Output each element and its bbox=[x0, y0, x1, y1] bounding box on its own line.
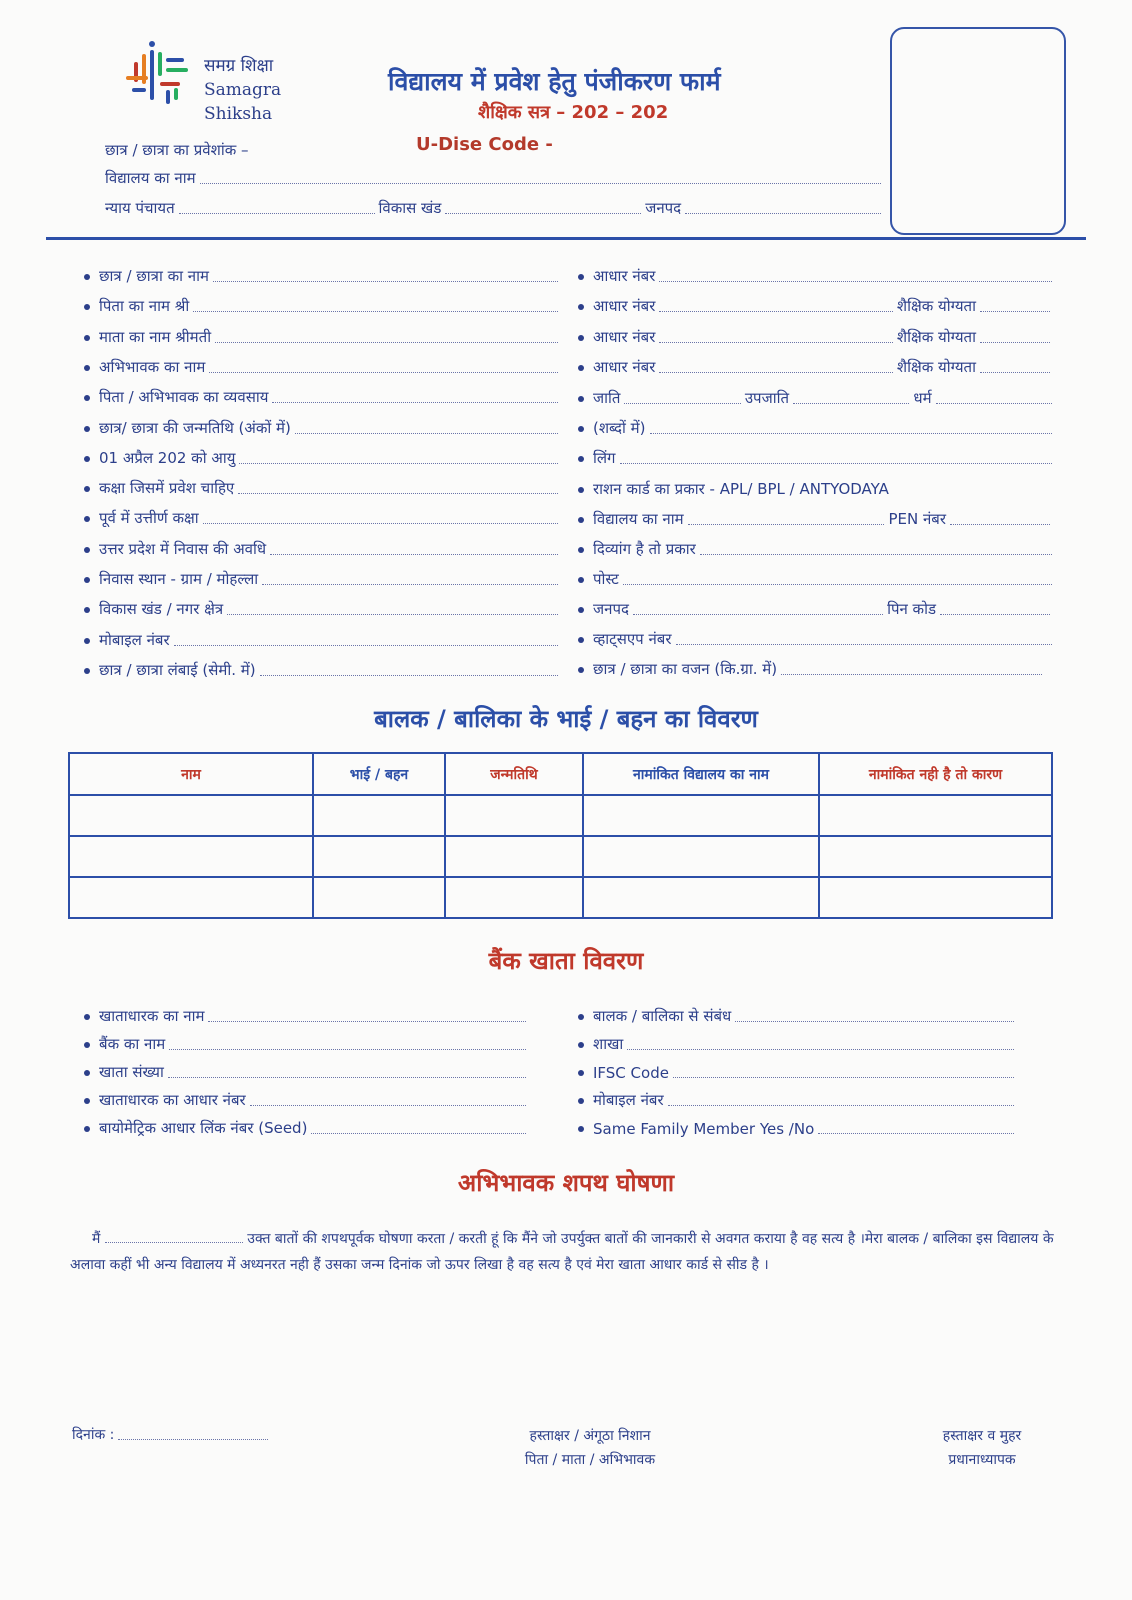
guardian-qualification-label: शैक्षिक योग्यता bbox=[896, 358, 976, 376]
pincode-label: पिन कोड bbox=[887, 600, 936, 618]
gender-label: लिंग bbox=[593, 449, 616, 467]
student-detail-label-3: अभिभावक का नाम bbox=[99, 357, 206, 376]
student-detail-field-5[interactable] bbox=[84, 418, 562, 438]
admission-number-label: छात्र / छात्रा का प्रवेशांक – bbox=[105, 141, 249, 159]
bank-left-label-0: खाताधारक का नाम bbox=[99, 1007, 205, 1025]
religion-label: धर्म bbox=[913, 389, 932, 407]
sibling-table bbox=[68, 752, 1053, 919]
gender-field[interactable] bbox=[578, 448, 1056, 468]
table-cell[interactable] bbox=[819, 836, 1052, 877]
col-name: नाम bbox=[69, 753, 313, 795]
bank-right-label-1: शाखा bbox=[593, 1035, 624, 1053]
table-cell[interactable] bbox=[313, 877, 445, 918]
student-detail-field-4[interactable] bbox=[84, 387, 562, 407]
bullet-icon bbox=[84, 668, 90, 674]
mother-qualification-label: शैक्षिक योग्यता bbox=[896, 328, 976, 346]
samagra-shiksha-logo-icon bbox=[120, 40, 190, 106]
disability-label: दिव्यांग है तो प्रकार bbox=[593, 540, 696, 558]
bullet-icon bbox=[84, 304, 90, 310]
disability-field[interactable] bbox=[578, 539, 1056, 559]
whatsapp-label: व्हाट्सएप नंबर bbox=[593, 630, 672, 648]
vikas-khand-label: विकास खंड bbox=[378, 199, 442, 217]
pen-label: PEN नंबर bbox=[888, 510, 946, 528]
panchayat-block-district-field[interactable] bbox=[105, 198, 885, 218]
bullet-icon bbox=[578, 1042, 584, 1048]
student-detail-label-9: उत्तर प्रदेश में निवास की अवधि bbox=[99, 539, 267, 558]
ration-card-label: राशन कार्ड का प्रकार - APL/ BPL / ANTYODAYA bbox=[593, 480, 889, 498]
logo-hindi: समग्र शिक्षा bbox=[204, 56, 274, 76]
parent-signature bbox=[480, 1424, 700, 1472]
bank-left-field-1[interactable] bbox=[84, 1034, 530, 1054]
bank-left-label-1: बैंक का नाम bbox=[99, 1035, 166, 1053]
student-detail-field-2[interactable] bbox=[84, 327, 562, 347]
bank-right-label-2: IFSC Code bbox=[593, 1064, 669, 1082]
student-detail-label-6: 01 अप्रैल 202 को आयु bbox=[99, 448, 236, 467]
bank-left-field-4[interactable] bbox=[84, 1118, 530, 1138]
declaration-text bbox=[70, 1226, 1060, 1278]
guardian-aadhar-field[interactable] bbox=[578, 357, 1056, 377]
ration-card-field[interactable] bbox=[578, 479, 1056, 499]
caste-religion-field[interactable] bbox=[578, 388, 1056, 408]
dob-words-field[interactable] bbox=[578, 418, 1056, 438]
sibling-section-title: बालक / बालिका के भाई / बहन का विवरण bbox=[374, 705, 758, 733]
post-label: पोस्ट bbox=[593, 570, 619, 588]
table-cell[interactable] bbox=[445, 836, 583, 877]
bullet-icon bbox=[84, 607, 90, 613]
photo-box bbox=[890, 27, 1066, 235]
district-label: जनपद bbox=[593, 600, 629, 618]
bullet-icon bbox=[84, 577, 90, 583]
table-row bbox=[69, 836, 1052, 877]
mother-aadhar-label: आधार नंबर bbox=[593, 328, 656, 346]
table-cell[interactable] bbox=[583, 795, 819, 836]
bank-right-label-4: Same Family Member Yes /No bbox=[593, 1120, 815, 1138]
col-enrolled-school: नामांकित विद्यालय का नाम bbox=[583, 753, 819, 795]
student-detail-field-10[interactable] bbox=[84, 569, 562, 589]
table-cell[interactable] bbox=[69, 877, 313, 918]
student-detail-label-7: कक्षा जिसमें प्रवेश चाहिए bbox=[99, 479, 235, 498]
bullet-icon bbox=[84, 1014, 90, 1020]
student-detail-label-13: छात्र / छात्रा लंबाई (सेमी. में) bbox=[99, 660, 256, 679]
mother-aadhar-field[interactable] bbox=[578, 327, 1056, 347]
student-detail-label-1: पिता का नाम श्री bbox=[99, 297, 190, 316]
student-detail-label-11: विकास खंड / नगर क्षेत्र bbox=[99, 600, 224, 619]
bank-right-field-3[interactable] bbox=[578, 1090, 1018, 1110]
student-detail-label-0: छात्र / छात्रा का नाम bbox=[99, 267, 209, 285]
student-detail-field-8[interactable] bbox=[84, 508, 562, 528]
declaration-title: अभिभावक शपथ घोषणा bbox=[457, 1169, 675, 1197]
bullet-icon bbox=[578, 1014, 584, 1020]
principal-signature bbox=[912, 1424, 1052, 1472]
udise-code-label: U-Dise Code - bbox=[416, 134, 553, 155]
bank-section-title: बैंक खाता विवरण bbox=[488, 947, 644, 975]
nyay-panchayat-label: न्याय पंचायत bbox=[105, 199, 175, 217]
declaration-body: उक्त बातों की शपथपूर्वक घोषणा करता / करती हूं कि मैंने जो उपर्युक्त बातों की जानकारी से अवगत कराया है वह सत्य है ।मेरा बालक / बालिका इस विद्यालय के अलावा कहीं भी अन्य विद्यालय में अध्यनरत नही हैं उसका जन्म दिनांक जो ऊपर लिखा है वह सत्य है एवं मेरा खाता आधार कार्ड से सीड है । bbox=[70, 1231, 1054, 1273]
table-cell[interactable] bbox=[445, 877, 583, 918]
table-cell[interactable] bbox=[445, 795, 583, 836]
parent-signature-label: हस्ताक्षर / अंगूठा निशान bbox=[529, 1428, 651, 1444]
post-field[interactable] bbox=[578, 569, 1056, 589]
student-detail-label-2: माता का नाम श्रीमती bbox=[99, 327, 212, 346]
principal-title-label: प्रधानाध्यापक bbox=[948, 1452, 1016, 1468]
table-cell[interactable] bbox=[819, 877, 1052, 918]
bank-right-field-0[interactable] bbox=[578, 1006, 1018, 1026]
bank-left-label-4: बायोमेट्रिक आधार लिंक नंबर (Seed) bbox=[99, 1119, 308, 1137]
bullet-icon bbox=[84, 426, 90, 432]
student-detail-field-0[interactable] bbox=[84, 266, 562, 286]
admission-number-field[interactable] bbox=[105, 140, 405, 160]
student-detail-label-12: मोबाइल नंबर bbox=[99, 630, 170, 649]
date-field[interactable] bbox=[72, 1424, 272, 1444]
district-pincode-field[interactable] bbox=[578, 599, 1056, 619]
table-cell[interactable] bbox=[583, 877, 819, 918]
table-row bbox=[69, 795, 1052, 836]
student-aadhar-label: आधार नंबर bbox=[593, 267, 656, 285]
table-cell[interactable] bbox=[583, 836, 819, 877]
bank-right-field-1[interactable] bbox=[578, 1034, 1018, 1054]
janpad-header-label: जनपद bbox=[645, 199, 682, 217]
guardian-aadhar-label: आधार नंबर bbox=[593, 358, 656, 376]
form-title: विद्यालय में प्रवेश हेतु पंजीकरण फार्म bbox=[388, 67, 721, 96]
table-cell[interactable] bbox=[69, 836, 313, 877]
bullet-icon bbox=[84, 395, 90, 401]
subcaste-label: उपजाति bbox=[744, 389, 790, 407]
bank-left-field-0[interactable] bbox=[84, 1006, 530, 1026]
logo-english: Samagra Shiksha bbox=[204, 80, 282, 124]
prev-school-pen-field[interactable] bbox=[578, 509, 1056, 529]
date-label: दिनांक : bbox=[72, 1427, 115, 1443]
bullet-icon bbox=[84, 1070, 90, 1076]
dob-words-label: (शब्दों में) bbox=[593, 419, 646, 437]
principal-signature-label: हस्ताक्षर व मुहर bbox=[942, 1428, 1022, 1444]
header-divider bbox=[46, 237, 1086, 240]
bank-left-label-2: खाता संख्या bbox=[99, 1063, 164, 1081]
col-relation: भाई / बहन bbox=[313, 753, 445, 795]
bank-right-field-4[interactable] bbox=[578, 1118, 1018, 1138]
declaration-main: मैं bbox=[92, 1231, 101, 1247]
bullet-icon bbox=[578, 1098, 584, 1104]
table-cell[interactable] bbox=[69, 795, 313, 836]
caste-label: जाति bbox=[593, 389, 621, 407]
session-year: शैक्षिक सत्र – 202 – 202 bbox=[478, 102, 669, 123]
bullet-icon bbox=[84, 335, 90, 341]
school-name-header-label: विद्यालय का नाम bbox=[105, 169, 196, 187]
bank-right-label-0: बालक / बालिका से संबंध bbox=[593, 1007, 732, 1025]
bullet-icon bbox=[84, 1098, 90, 1104]
bank-right-field-2[interactable] bbox=[578, 1062, 1018, 1082]
bullet-icon bbox=[84, 638, 90, 644]
bullet-icon bbox=[84, 547, 90, 553]
bank-left-label-3: खाताधारक का आधार नंबर bbox=[99, 1091, 246, 1109]
student-detail-label-5: छात्र/ छात्रा की जन्मतिथि (अंकों में) bbox=[99, 418, 291, 437]
table-cell[interactable] bbox=[313, 836, 445, 877]
father-qualification-label: शैक्षिक योग्यता bbox=[896, 297, 976, 315]
student-detail-field-9[interactable] bbox=[84, 539, 562, 559]
bullet-icon bbox=[84, 516, 90, 522]
table-cell[interactable] bbox=[819, 795, 1052, 836]
bank-right-label-3: मोबाइल नंबर bbox=[593, 1091, 664, 1109]
student-detail-label-10: निवास स्थान - ग्राम / मोहल्ला bbox=[99, 570, 259, 588]
bullet-icon bbox=[578, 1070, 584, 1076]
prev-school-label: विद्यालय का नाम bbox=[593, 510, 684, 528]
bullet-icon bbox=[578, 1126, 584, 1132]
bullet-icon bbox=[84, 486, 90, 492]
student-detail-field-7[interactable] bbox=[84, 478, 562, 498]
student-detail-label-4: पिता / अभिभावक का व्यवसाय bbox=[99, 388, 269, 407]
logo bbox=[120, 40, 350, 124]
bank-left-field-2[interactable] bbox=[84, 1062, 530, 1082]
whatsapp-field[interactable] bbox=[578, 629, 1056, 649]
bullet-icon bbox=[84, 274, 90, 280]
bank-left-field-3[interactable] bbox=[84, 1090, 530, 1110]
student-detail-field-11[interactable] bbox=[84, 599, 562, 619]
student-detail-field-6[interactable] bbox=[84, 448, 562, 468]
weight-label: छात्र / छात्रा का वजन (कि.ग्रा. में) bbox=[593, 660, 778, 678]
student-detail-label-8: पूर्व में उत्तीर्ण कक्षा bbox=[99, 509, 199, 528]
col-reason: नामांकित नही है तो कारण bbox=[819, 753, 1052, 795]
bullet-icon bbox=[84, 1042, 90, 1048]
student-detail-field-13[interactable] bbox=[84, 660, 562, 680]
student-detail-field-1[interactable] bbox=[84, 296, 562, 316]
declarant-name-blank[interactable] bbox=[105, 1242, 243, 1243]
student-detail-field-12[interactable] bbox=[84, 630, 562, 650]
bullet-icon bbox=[84, 365, 90, 371]
father-aadhar-field[interactable] bbox=[578, 296, 1056, 316]
table-row bbox=[69, 877, 1052, 918]
weight-field[interactable] bbox=[578, 659, 1046, 679]
student-detail-field-3[interactable] bbox=[84, 357, 562, 377]
student-aadhar-field[interactable] bbox=[578, 266, 1056, 286]
school-name-header-field[interactable] bbox=[105, 168, 885, 188]
bullet-icon bbox=[84, 1126, 90, 1132]
table-cell[interactable] bbox=[313, 795, 445, 836]
father-aadhar-label: आधार नंबर bbox=[593, 297, 656, 315]
parent-relation-label: पिता / माता / अभिभावक bbox=[524, 1452, 656, 1468]
col-dob: जन्मतिथि bbox=[445, 753, 583, 795]
bullet-icon bbox=[84, 456, 90, 462]
